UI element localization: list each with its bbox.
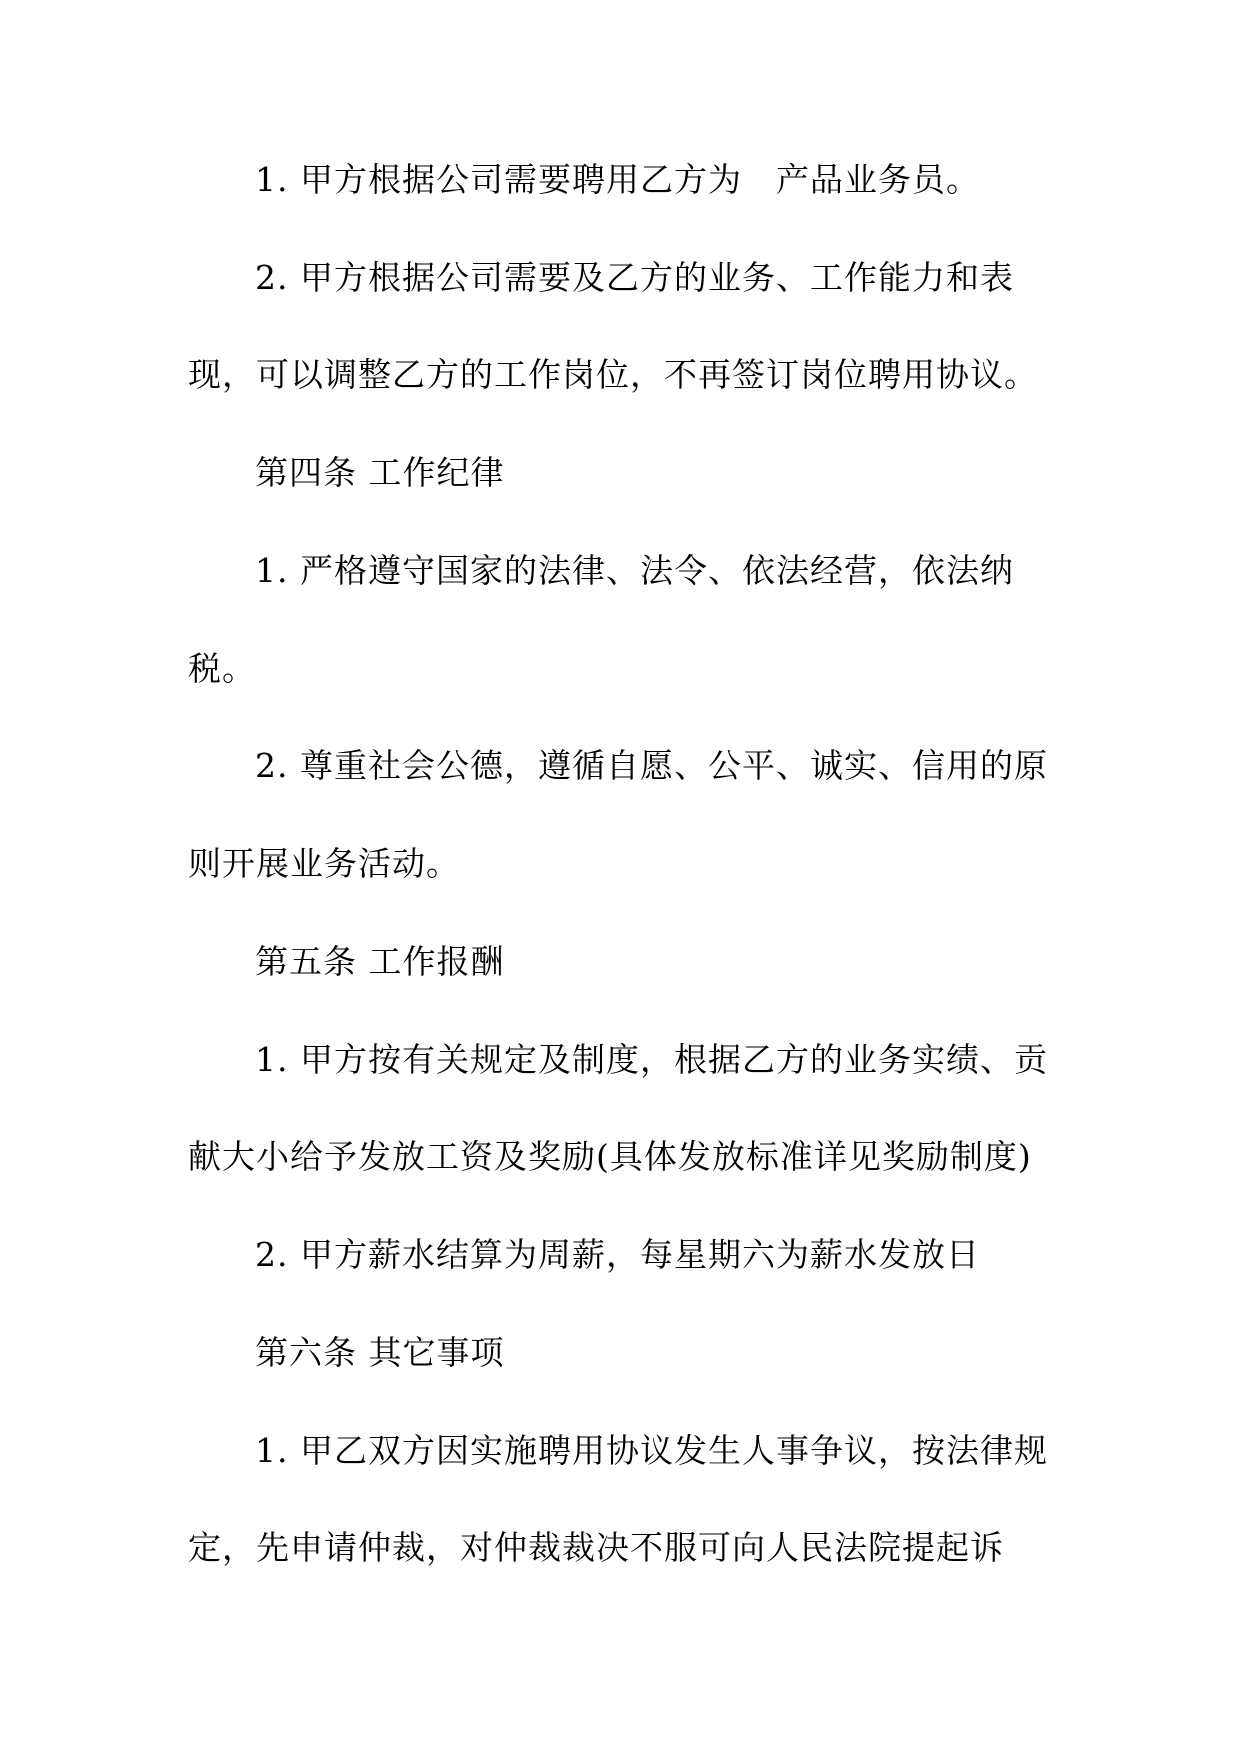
paragraph-line: 1. 甲方按有关规定及制度，根据乙方的业务实绩、贡 bbox=[255, 1040, 1048, 1079]
paragraph-line: 2. 甲方薪水结算为周薪，每星期六为薪水发放日 bbox=[255, 1235, 980, 1274]
section-heading: 第五条 工作报酬 bbox=[255, 942, 505, 981]
paragraph-line: 税。 bbox=[188, 649, 256, 688]
section-heading: 第四条 工作纪律 bbox=[255, 453, 505, 492]
paragraph-line: 则开展业务活动。 bbox=[188, 844, 460, 883]
paragraph-line: 定，先申请仲裁，对仲裁裁决不服可向人民法院提起诉 bbox=[188, 1528, 1004, 1567]
paragraph-line: 现，可以调整乙方的工作岗位，不再签订岗位聘用协议。 bbox=[188, 355, 1038, 394]
paragraph-line: 1. 甲乙双方因实施聘用协议发生人事争议，按法律规 bbox=[255, 1431, 1048, 1470]
paragraph-line: 献大小给予发放工资及奖励(具体发放标准详见奖励制度) bbox=[188, 1137, 1032, 1176]
paragraph-line: 1. 甲方根据公司需要聘用乙方为 产品业务员。 bbox=[255, 160, 980, 199]
paragraph-line: 2. 尊重社会公德，遵循自愿、公平、诚实、信用的原 bbox=[255, 746, 1048, 785]
paragraph-line: 2. 甲方根据公司需要及乙方的业务、工作能力和表 bbox=[255, 258, 1014, 297]
section-heading: 第六条 其它事项 bbox=[255, 1333, 505, 1372]
paragraph-line: 1. 严格遵守国家的法律、法令、依法经营，依法纳 bbox=[255, 551, 1014, 590]
